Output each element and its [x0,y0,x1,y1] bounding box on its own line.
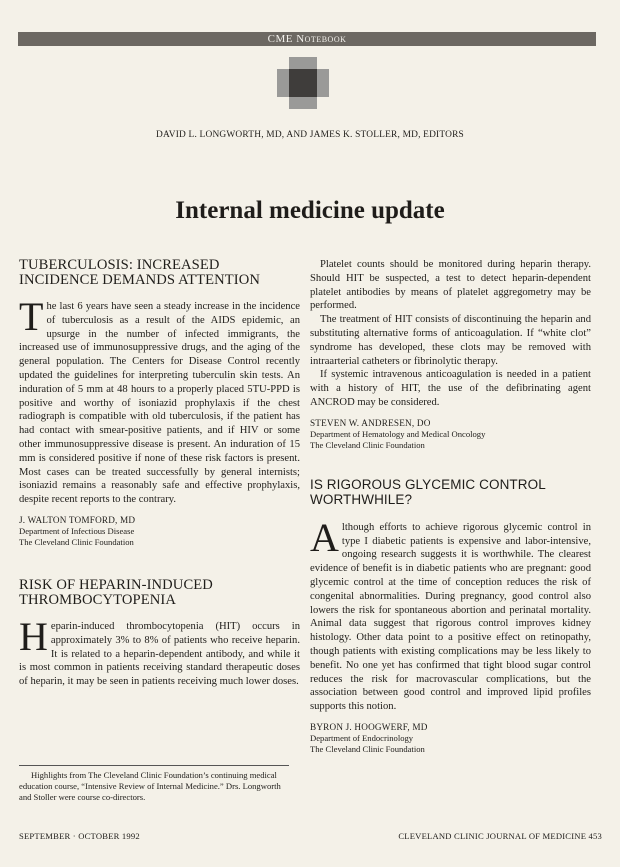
hit-byline: STEVEN W. ANDRESEN, DO Department of Hematology and Medical Oncology The Cleveland Clinic Foundation [310,417,486,450]
tb-dropcap: T [19,294,44,339]
hit-paragraph-2: Platelet counts should be monitored during heparin therapy. Should HIT be suspected, a test to detect heparin-dependent platelet antibodies by means of platelet aggregometry may be performed. [310,259,591,312]
glycemic-byline: BYRON J. HOOGWERF, MD Department of Endocrinology The Cleveland Clinic Foundation [310,721,428,754]
course-footnote: Highlights from The Cleveland Clinic Foundation’s continuing medical education course, “Intensive Review of Internal Medicine.” Drs. Longworth and Stoller were course co-directors. [19,765,289,803]
right-column [310,258,591,755]
hit-heading: RISK OF HEPARIN-INDUCED THROMBOCYTOPENIA [19,576,213,608]
hit-paragraph-4: If systemic intravenous anticoagulation is needed in a patient with a history of HIT, the use of the defibrinating agent ANCROD may be considered. [310,369,591,408]
hit-dropcap: H [19,613,48,659]
article-title: Internal medicine update [175,197,445,224]
glycemic-dropcap: A [310,514,339,560]
glycemic-heading: IS RIGOROUS GLYCEMIC CONTROL WORTHWHILE? [310,476,546,507]
journal-page: CLEVELAND CLINIC JOURNAL OF MEDICINE 453 [398,831,602,841]
tb-heading: TUBERCULOSIS: INCREASED INCIDENCE DEMANDS ATTENTION [19,257,261,288]
hit-body: Heparin-induced thrombocytopenia (HIT) occurs in approximately 3% to 8% of patients who receive heparin. It is related to a heparin-dependent antibody, and while it is most common in patients receiving standard therapeutic doses of heparin, it may be seen in patients receiving much lower doses. [19,613,300,688]
tb-byline: J. WALTON TOMFORD, MD Department of Infectious Disease The Cleveland Clinic Foundation [19,514,136,547]
glycemic-body: Although efforts to achieve rigorous glycemic control in type I diabetic patients is expensive and labor-intensive, ongoing research suggests it is worthwhile. The clearest evidence of benefit is in diabetic patients who are pregnant: good glycemic control at the time of conception reduces the risk of congenital abnormalities. During pregnancy, good control also lowers the risk for spontaneous abortion and perinatal mortality. Animal data suggest that rigorous control improves kidney histology. Other data point to a positive effect on retinopathy, though patients with existing complications may be less likely to benefit. No one yet has confirmed that tight blood sugar control reduces the risk for macrovascular complications, but the association between good control and improved lipid profiles supports this notion. [310,514,591,713]
editors-line: DAVID L. LONGWORTH, MD, AND JAMES K. STOLLER, MD, EDITORS [156,130,464,140]
section-band: CME Notebook [18,32,596,46]
left-column [19,258,300,689]
hit-paragraph-3: The treatment of HIT consists of discontinuing the heparin and substituting alternative forms of anticoagulation. If “white clot” syndrome has developed, these clots may be removed with intraarterial catheters or fibrinolytic therapy. [310,314,591,367]
issue-date: SEPTEMBER · OCTOBER 1992 [19,831,140,841]
tb-body: The last 6 years have seen a steady increase in the incidence of tuberculosis as a result of the AIDS epidemic, an upsurge in the number of infected immigrants, the increased use of immunosuppressive drugs, and the aging of the general population. The Centers for Disease Control recently updated the guidelines for interpreting tuberculin skin tests. An induration of 5 mm at 48 hours to a properly placed 5TU-PPD is positive and worthy of isoniazid prophylaxis if the chest radiograph is compatible with old tuberculosis, if the patient has had contact with smear-positive patients, and if HIV or some other immunosuppressive disease is present. An induration of 15 mm is considered positive if none of these risk factors is present. Most cases can be treated successfully by general internists; isoniazid remains a reasonably safe and effective prophylaxis, despite recent reports to the contrary. [19,294,300,506]
cme-notebook-logo [277,57,329,109]
